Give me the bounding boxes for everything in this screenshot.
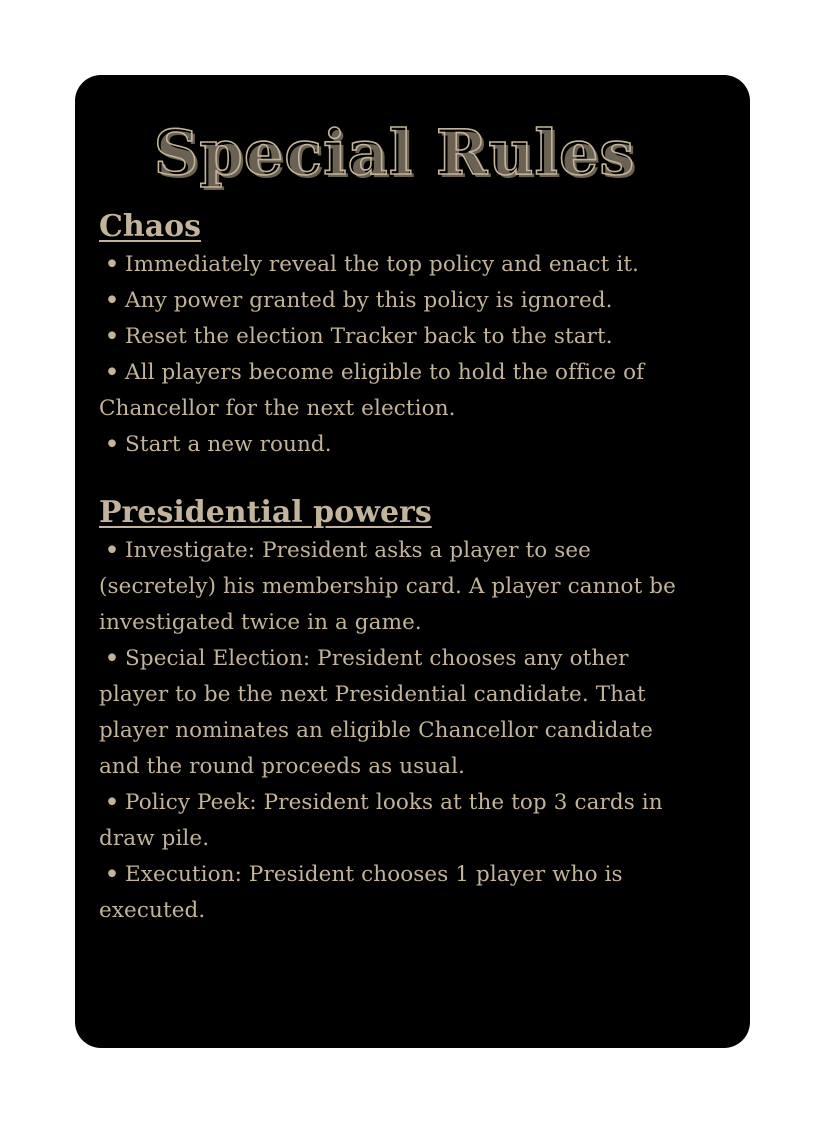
section-heading-presidential-powers: Presidential powers: [99, 495, 432, 530]
power-rule-item: [99, 857, 690, 929]
rule-text: Execution: President chooses 1 player who is executed.: [99, 862, 623, 923]
bullet-icon: •: [105, 538, 119, 563]
rule-text: Immediately reveal the top policy and enact it.: [125, 252, 639, 277]
power-rule-item: [99, 785, 690, 857]
bullet-icon: •: [105, 862, 119, 887]
chaos-rule-item: [99, 319, 690, 355]
section-chaos: [99, 207, 690, 463]
rule-text: Any power granted by this policy is ignored.: [125, 288, 613, 313]
chaos-rule-item: [99, 355, 690, 427]
rule-text: Policy Peek: President looks at the top 3 cards in draw pile.: [99, 790, 663, 851]
chaos-rule-item: [99, 427, 690, 463]
bullet-icon: •: [105, 288, 119, 313]
chaos-rule-item: [99, 283, 690, 319]
rules-card: [75, 75, 750, 1048]
powers-rule-list: [99, 533, 690, 929]
chaos-rule-list: [99, 247, 690, 463]
bullet-icon: •: [105, 646, 119, 671]
bullet-icon: •: [105, 360, 119, 385]
chaos-rule-item: [99, 247, 690, 283]
power-rule-item: [99, 641, 690, 785]
power-rule-item: [99, 533, 690, 641]
bullet-icon: •: [105, 790, 119, 815]
bullet-icon: •: [105, 432, 119, 457]
card-title: Special Rules: [153, 116, 636, 189]
rule-text: Investigate: President asks a player to see (secretely) his membership card. A player cannot be investigated twice in a game.: [99, 538, 676, 635]
rule-text: Special Election: President chooses any other player to be the next Presidential candidate. That player nominates an eligible Chancellor candidate and the round proceeds as usual.: [99, 646, 653, 779]
bullet-icon: •: [105, 252, 119, 277]
section-presidential-powers: [99, 493, 690, 929]
section-heading-chaos: Chaos: [99, 209, 202, 244]
rule-text: All players become eligible to hold the office of Chancellor for the next election.: [99, 360, 645, 421]
rule-text: Start a new round.: [125, 432, 332, 457]
bullet-icon: •: [105, 324, 119, 349]
rule-text: Reset the election Tracker back to the start.: [125, 324, 613, 349]
